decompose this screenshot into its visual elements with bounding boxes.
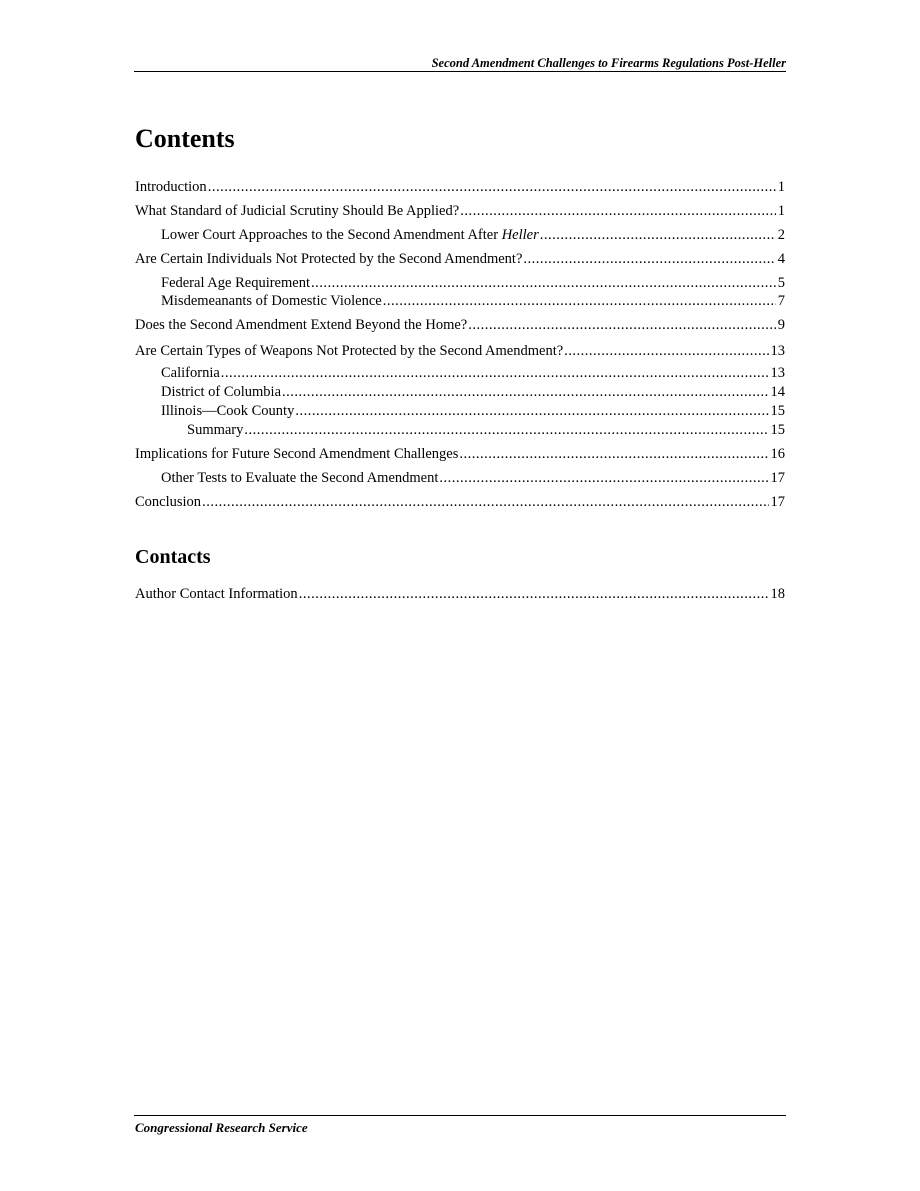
dot-leader	[523, 250, 775, 268]
toc-entry-page: 1	[777, 203, 785, 219]
dot-leader	[244, 421, 768, 439]
dot-leader	[460, 202, 776, 220]
toc-entry-title: What Standard of Judicial Scrutiny Should Be Applied?	[135, 203, 460, 219]
toc-entry-title: Author Contact Information	[135, 586, 298, 602]
table-of-contents	[135, 178, 785, 511]
dot-leader	[468, 316, 776, 334]
toc-entry-page: 13	[770, 343, 785, 359]
dot-leader	[439, 469, 768, 487]
dot-leader	[564, 342, 768, 360]
running-header: Second Amendment Challenges to Firearms Regulations Post-Heller	[431, 56, 786, 70]
toc-entry-lower-court-approaches[interactable]	[135, 226, 785, 244]
toc-entry-title: Summary	[187, 422, 244, 438]
toc-entry-page: 4	[777, 251, 785, 267]
dot-leader	[295, 402, 768, 420]
toc-entry-implications[interactable]	[135, 445, 785, 463]
dot-leader	[299, 585, 769, 603]
toc-entry-summary[interactable]	[135, 421, 785, 439]
toc-entry-beyond-home[interactable]	[135, 316, 785, 334]
toc-entry-title: Conclusion	[135, 494, 202, 510]
toc-entry-misdemeanants[interactable]	[135, 292, 785, 310]
toc-entry-page: 15	[770, 422, 785, 438]
contents-heading: Contents	[135, 124, 235, 153]
toc-entry-page: 5	[777, 275, 785, 291]
toc-entry-title: Are Certain Types of Weapons Not Protected by the Second Amendment?	[135, 343, 564, 359]
toc-entry-other-tests[interactable]	[135, 469, 785, 487]
toc-entry-title: Introduction	[135, 179, 207, 195]
contacts-heading: Contacts	[135, 546, 211, 568]
toc-entry-title: Misdemeanants of Domestic Violence	[161, 293, 382, 309]
toc-entry-title: Does the Second Amendment Extend Beyond the Home?	[135, 317, 468, 333]
toc-entry-district-of-columbia[interactable]	[135, 383, 785, 401]
toc-entry-page: 1	[777, 179, 785, 195]
toc-entry-certain-individuals[interactable]	[135, 250, 785, 268]
toc-entry-title: Other Tests to Evaluate the Second Amendment	[161, 470, 439, 486]
running-footer: Congressional Research Service	[135, 1120, 308, 1135]
toc-entry-title: Implications for Future Second Amendment Challenges	[135, 446, 459, 462]
toc-entry-page: 17	[770, 494, 785, 510]
toc-entry-page: 15	[770, 403, 785, 419]
dot-leader	[221, 364, 769, 382]
footer-rule	[134, 1115, 786, 1116]
toc-entry-page: 14	[770, 384, 785, 400]
toc-entry-judicial-scrutiny[interactable]	[135, 202, 785, 220]
toc-entry-california[interactable]	[135, 364, 785, 382]
dot-leader	[202, 493, 768, 511]
toc-entry-title: Illinois—Cook County	[161, 403, 295, 419]
toc-entry-federal-age[interactable]	[135, 274, 785, 292]
toc-entry-author-contact[interactable]	[135, 585, 785, 603]
toc-entry-page: 7	[777, 293, 785, 309]
toc-entry-page: 17	[770, 470, 785, 486]
toc-entry-types-of-weapons[interactable]	[135, 342, 785, 360]
header-rule	[134, 71, 786, 72]
toc-entry-title: Lower Court Approaches to the Second Amendment After Heller	[161, 227, 539, 243]
toc-entry-illinois-cook-county[interactable]	[135, 402, 785, 420]
toc-entry-page: 18	[770, 586, 785, 602]
toc-entry-page: 16	[770, 446, 785, 462]
toc-entry-page: 13	[770, 365, 785, 381]
dot-leader	[311, 274, 776, 292]
dot-leader	[383, 292, 776, 310]
dot-leader	[540, 226, 776, 244]
toc-entry-title: Federal Age Requirement	[161, 275, 310, 291]
dot-leader	[282, 383, 768, 401]
dot-leader	[208, 178, 776, 196]
toc-entry-conclusion[interactable]	[135, 493, 785, 511]
dot-leader	[459, 445, 768, 463]
toc-entry-page: 9	[777, 317, 785, 333]
toc-entry-title: Are Certain Individuals Not Protected by the Second Amendment?	[135, 251, 523, 267]
toc-entry-title: California	[161, 365, 220, 381]
toc-entry-introduction[interactable]	[135, 178, 785, 196]
toc-entry-title-italic: Heller	[501, 227, 539, 243]
toc-entry-page: 2	[777, 227, 785, 243]
toc-entry-title: District of Columbia	[161, 384, 282, 400]
contacts-list	[135, 585, 785, 603]
